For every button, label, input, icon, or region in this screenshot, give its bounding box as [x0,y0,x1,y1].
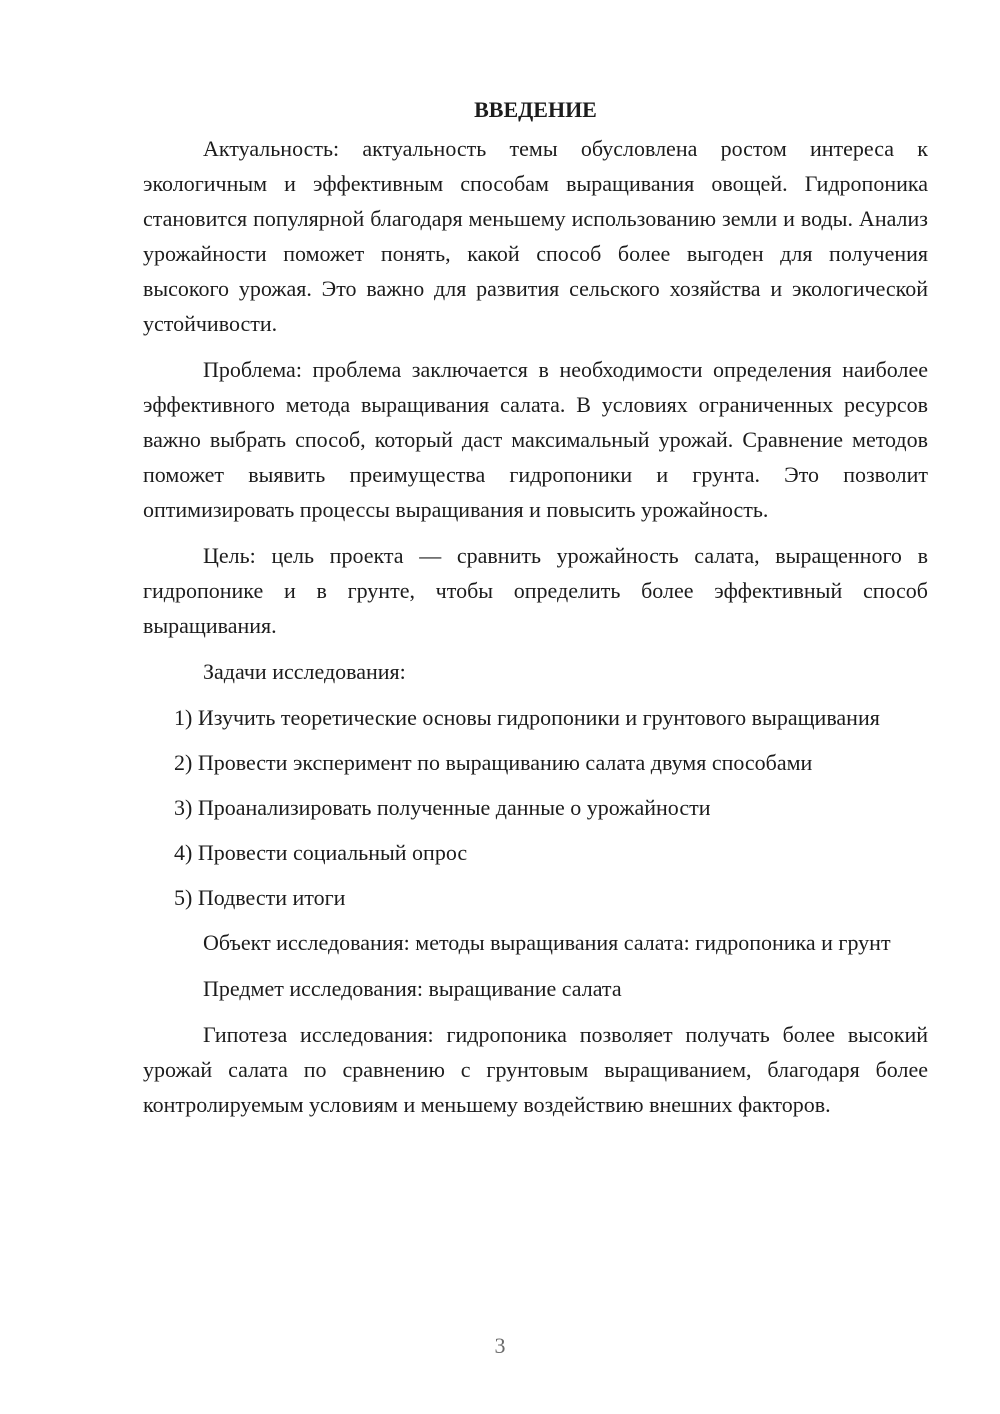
problem-paragraph: Проблема: проблема заключается в необходимости определения наиболее эффективного метода выращивания салата. В условиях ограниченных ресурсов важно выбрать способ, который даст максимальный урожай. Сравнение методов поможет выявить преимущества гидропоники и грунта. Это позволит оптимизировать процессы выращивания и повысить урожайность. [143,357,928,522]
hypothesis-paragraph: Гипотеза исследования: гидропоника позволяет получать более высокий урожай салата по сравнению с грунтовым выращиванием, благодаря более контролируемым условиям и меньшему воздействию внешних факторов. [143,1022,928,1117]
task-item: 5) Подвести итоги [174,885,346,910]
page-content [143,92,928,1133]
page-number: 3 [494,1333,506,1358]
section-title: ВВЕДЕНИЕ [474,97,597,122]
task-item: 3) Проанализировать полученные данные о урожайности [174,795,711,820]
task-item: 4) Провести социальный опрос [174,840,468,865]
relevance-paragraph: Актуальность: актуальность темы обусловлена ростом интереса к экологичным и эффективным способам выращивания овощей. Гидропоника становится популярной благодаря меньшему использованию земли и воды. Анализ урожайности поможет понять, какой способ более выгоден для получения высокого урожая. Это важно для развития сельского хозяйства и экологической устойчивости. [143,136,928,336]
tasks-heading: Задачи исследования: [203,659,406,684]
subject-paragraph: Предмет исследования: выращивание салата [203,976,622,1001]
task-item: 1) Изучить теоретические основы гидропоники и грунтового выращивания [174,705,880,730]
goal-paragraph: Цель: цель проекта — сравнить урожайность салата, выращенного в гидропонике и в грунте, чтобы определить более эффективный способ выращивания. [143,543,928,638]
task-item: 2) Провести эксперимент по выращиванию салата двумя способами [174,750,813,775]
object-paragraph: Объект исследования: методы выращивания салата: гидропоника и грунт [203,930,891,955]
